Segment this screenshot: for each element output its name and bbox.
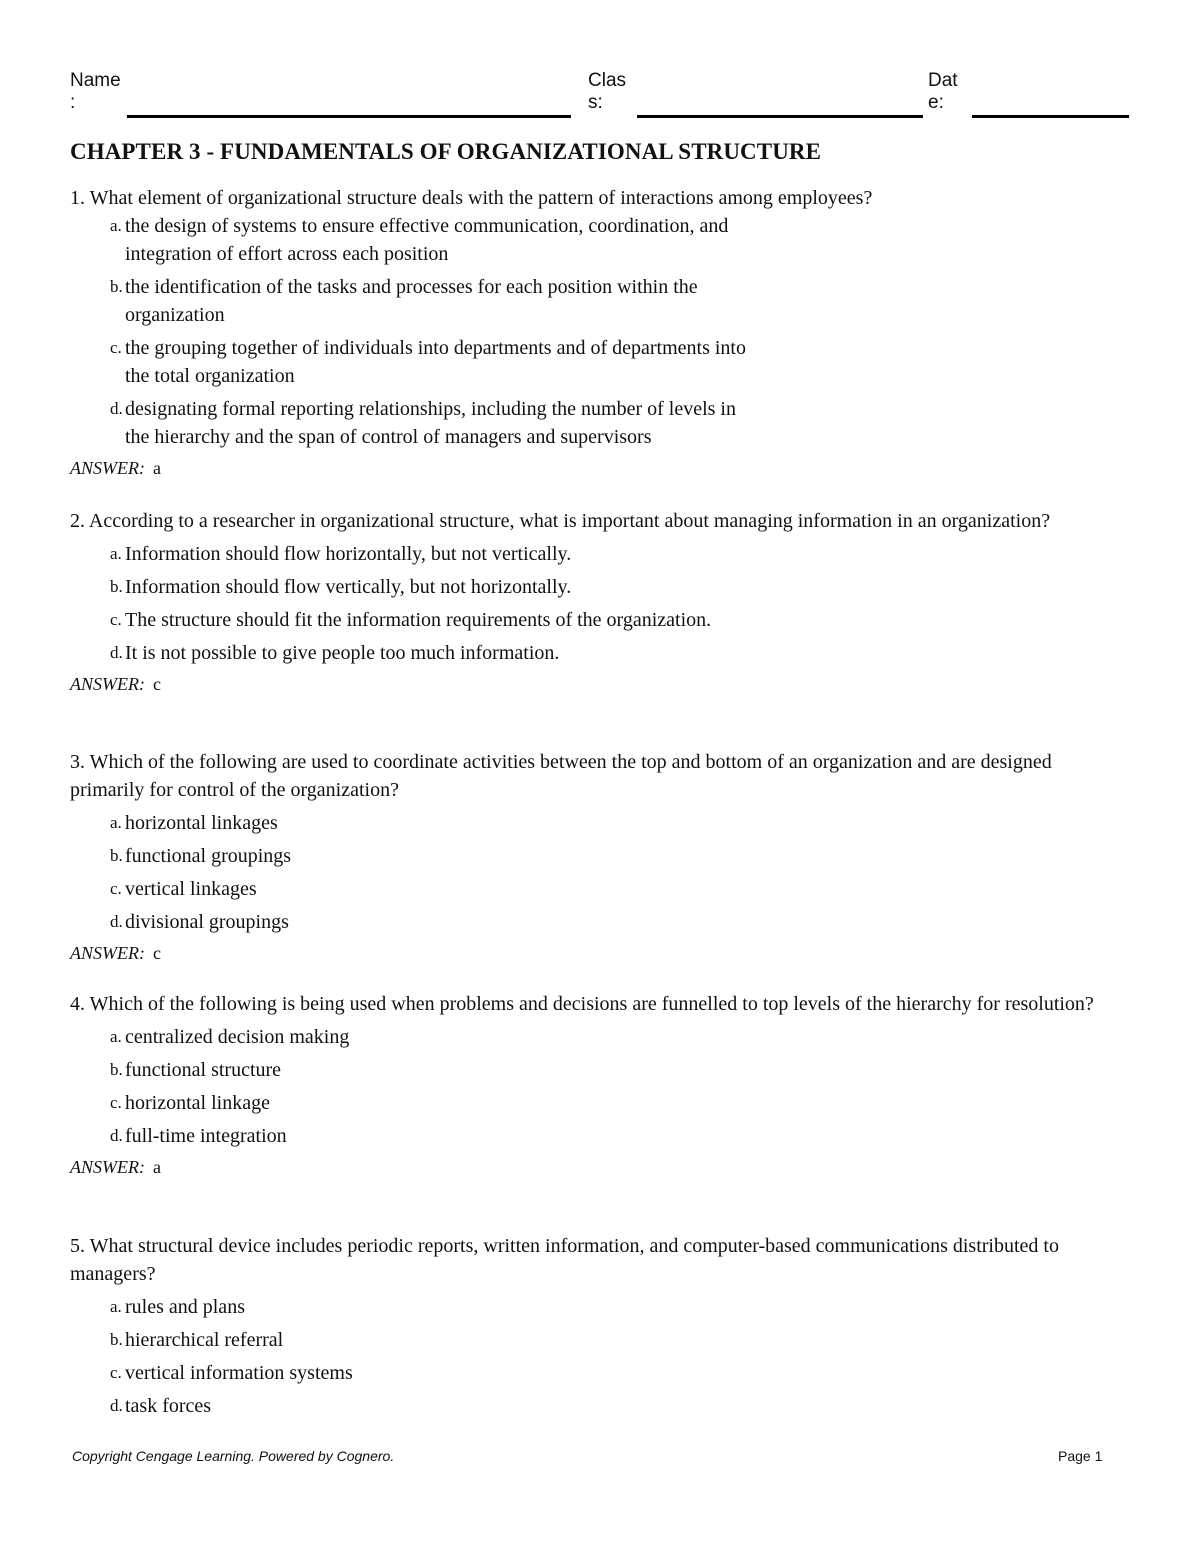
option-c: c. horizontal linkage [110,1092,270,1114]
answer-line: ANSWER: c [70,943,161,963]
option-b: b. Information should flow vertically, but not horizontally. [110,576,572,598]
question-5 [70,1232,1130,1420]
option-c: c. vertical information systems [110,1362,353,1384]
option-d: d. task forces [110,1395,212,1417]
option-a: a. horizontal linkages [110,812,278,834]
question-text: 1. What element of organizational structure deals with the pattern of interactions among employees? [70,187,873,209]
option-d: d. It is not possible to give people too much information. [110,642,560,664]
option-d: d. full-time integration [110,1125,287,1147]
option-b: b. functional structure [110,1059,282,1081]
class-field-line[interactable] [637,115,923,118]
option-d: d. divisional groupings [110,911,289,933]
name-field-label: Name : [70,70,121,113]
option-c: c. the grouping together of individuals into departments and of departments into the total organization [110,337,746,387]
question-4 [70,990,1130,1181]
option-a: a. rules and plans [110,1296,245,1318]
question-text: 3. Which of the following are used to coordinate activities between the top and bottom of an organization and are designed primarily for control of the organization? [70,751,1052,801]
question-text: 2. According to a researcher in organizational structure, what is important about managing information in an organization? [70,510,1051,532]
question-2 [70,507,1130,698]
option-a: a. centralized decision making [110,1026,350,1048]
class-field-label: Clas s: [588,70,627,113]
question-text: 5. What structural device includes periodic reports, written information, and computer-based communications distributed to managers? [70,1235,1059,1285]
copyright-notice: Copyright Cengage Learning. Powered by Cognero. [72,1448,395,1464]
question-3 [70,748,1130,967]
date-field-line[interactable] [972,115,1129,118]
answer-line: ANSWER: a [70,458,161,478]
answer-line: ANSWER: a [70,1157,161,1177]
page-number: Page 1 [1058,1448,1103,1464]
option-d: d. designating formal reporting relationships, including the number of levels in the hierarchy and the span of control of managers and supervisors [110,398,736,448]
question-text: 4. Which of the following is being used when problems and decisions are funnelled to top levels of the hierarchy for resolution? [70,993,1094,1015]
name-field-line[interactable] [127,115,571,118]
chapter-title: CHAPTER 3 - FUNDAMENTALS OF ORGANIZATIONAL STRUCTURE [70,139,822,164]
question-1 [70,184,1130,482]
option-a: a. Information should flow horizontally, but not vertically. [110,543,572,565]
option-b: b. functional groupings [110,845,292,867]
answer-line: ANSWER: c [70,674,161,694]
option-c: c. The structure should fit the information requirements of the organization. [110,609,712,631]
option-b: b. hierarchical referral [110,1329,284,1351]
date-field-label: Dat e: [928,70,958,113]
option-b: b. the identification of the tasks and processes for each position within the organization [110,276,698,326]
option-c: c. vertical linkages [110,878,257,900]
option-a: a. the design of systems to ensure effective communication, coordination, and integration of effort across each position [110,215,729,265]
